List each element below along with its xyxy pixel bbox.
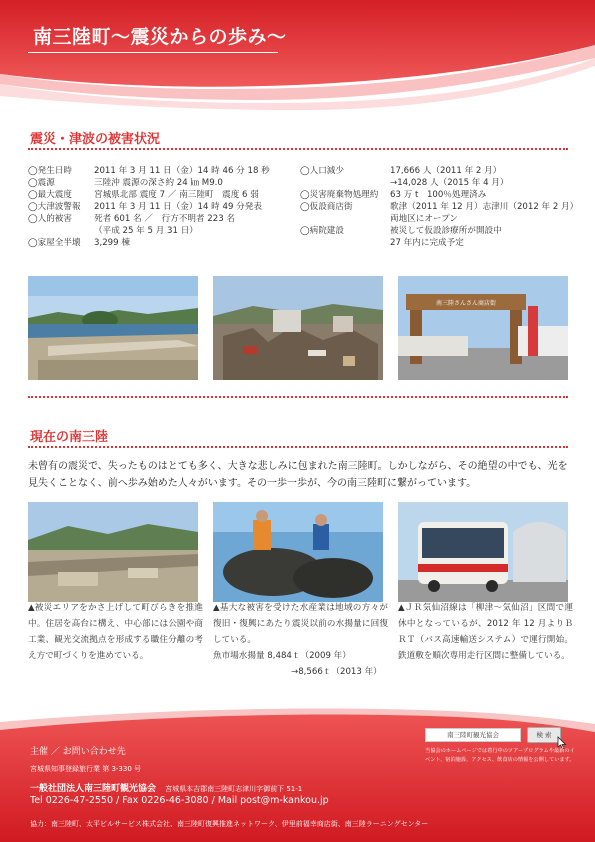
fact-row: ◯災害廃棄物処理約 63 万 t 100％処理済み bbox=[300, 190, 487, 200]
fact-row: →14,028 人（2015 年 4 月） bbox=[390, 178, 509, 188]
header-wave-background bbox=[0, 0, 595, 110]
footer-org: 一般社団法人南三陸町観光協会 bbox=[30, 784, 157, 794]
photo-reconstruction-area bbox=[28, 502, 198, 602]
fact-row: ◯発生日時 2011 年 3 月 11 日（金）14 時 46 分 18 秒 bbox=[28, 166, 270, 176]
catch-2013: →8,566ｔ（2013 年） bbox=[291, 667, 382, 677]
fact-row: ◯最大震度 宮城県北部 震度 7 ／ 南三陸町 震度 6 弱 bbox=[28, 190, 259, 200]
page-header bbox=[0, 0, 595, 110]
fact-row: 27 年内に完成予定 bbox=[390, 238, 464, 248]
fact-row: ◯人口減少 17,666 人（2011 年 2 月） bbox=[300, 166, 502, 176]
shopping-street-sign: 南三陸さんさん商店街 bbox=[435, 300, 496, 307]
footer-org-line bbox=[30, 776, 302, 795]
footer-license: 宮城県知事登録旅行業 第 3-330 号 bbox=[30, 765, 142, 773]
fact-row: ◯病院建設 被災して仮設診療所が開設中 bbox=[300, 226, 502, 236]
footer-address: 宮城県本吉郡南三陸町志津川字御前下 51-1 bbox=[165, 785, 303, 793]
current-intro: 未曾有の震災で、失ったものはとても多く、大きな悲しみに包まれた南三陸町。しかしながら、その絶望の中でも、光を見失くことなく、前へ歩み始めた人々がいます。その一歩一歩が、今の南三陸町に繋がっています。 bbox=[28, 461, 568, 489]
search-note: 当協会のホームページでは着行中のツアープログラムや最新のイベント、宿泊施設、アクセス、飲食店の情報を公開しています。 bbox=[425, 748, 575, 763]
caption-fishery bbox=[213, 600, 388, 680]
photo-debris bbox=[213, 276, 383, 380]
fact-row: （平成 25 年 5 月 31 日） bbox=[94, 226, 198, 236]
disaster-section-title: 震災・津波の被害状況 bbox=[30, 132, 161, 147]
fact-row: ◯震源 三陸沖 震源の深さ約 24 ㎞ M9.0 bbox=[28, 178, 223, 188]
footer-partners: 協力：南三陸町、太平ビルサービス株式会社、南三陸町復興推進ネットワーク、伊里前福幸商店街、南三陸ラーニングセンター bbox=[30, 820, 429, 828]
fact-row: ◯仮設商店街 歌津（2011 年 12 月）志津川（2012 年 2 月） bbox=[300, 202, 579, 212]
caption-fishery-text: ▲基大な被害を受けた水産業は地域の方々が復旧・復興にあたり震災以前の水揚量に回復している。 bbox=[213, 603, 388, 645]
section-divider bbox=[28, 396, 568, 398]
photo-brt-bus bbox=[398, 502, 568, 602]
photo-shopping-street bbox=[398, 276, 568, 380]
caption-reconstruction: ▲被災エリアをかさ上げして町びらきを推進中。住居を高台に構え、中心部には公園や商工業、観光交流拠点を形成する職住分離の考え方で町づくりを進めている。 bbox=[28, 603, 203, 661]
fact-row: 両地区にオープン bbox=[390, 214, 458, 224]
section-divider bbox=[28, 148, 568, 150]
search-input[interactable]: 南三陸町観光協会 bbox=[425, 728, 521, 742]
search-button[interactable]: 検 索 bbox=[527, 727, 561, 743]
title-underline bbox=[28, 52, 278, 53]
caption-brt: ▲ＪＲ気仙沼線は「柳津〜気仙沼」区間で運休中となっているが、2012 年 12 月よりＢＲＴ（バス高速輸送システム）で運行開始。鉄道敷を順次専用走行区間に整備している。 bbox=[398, 603, 573, 661]
current-section-title: 現在の南三陸 bbox=[30, 430, 109, 445]
fact-row: ◯家屋全半壊 3,299 棟 bbox=[28, 238, 130, 248]
photo-coastline-aftermath bbox=[28, 276, 198, 380]
section-divider bbox=[28, 446, 568, 448]
catch-2009: 魚市場水揚量 8,484ｔ（2009 年） bbox=[213, 651, 351, 661]
footer-contact[interactable]: Tel 0226-47-2550 / Fax 0226-46-3080 / Mail post@m-kankou.jp bbox=[30, 795, 329, 806]
page-title: 南三陸町〜震災からの歩み〜 bbox=[33, 26, 287, 48]
photo-fishery bbox=[213, 502, 383, 602]
fact-row: ◯人的被害 死者 601 名 ／ 行方不明者 223 名 bbox=[28, 214, 235, 224]
footer-heading: 主催 ／ お問い合わせ先 bbox=[30, 747, 126, 757]
fact-row: ◯大津波警報 2011 年 3 月 11 日（金）14 時 49 分発表 bbox=[28, 202, 262, 212]
